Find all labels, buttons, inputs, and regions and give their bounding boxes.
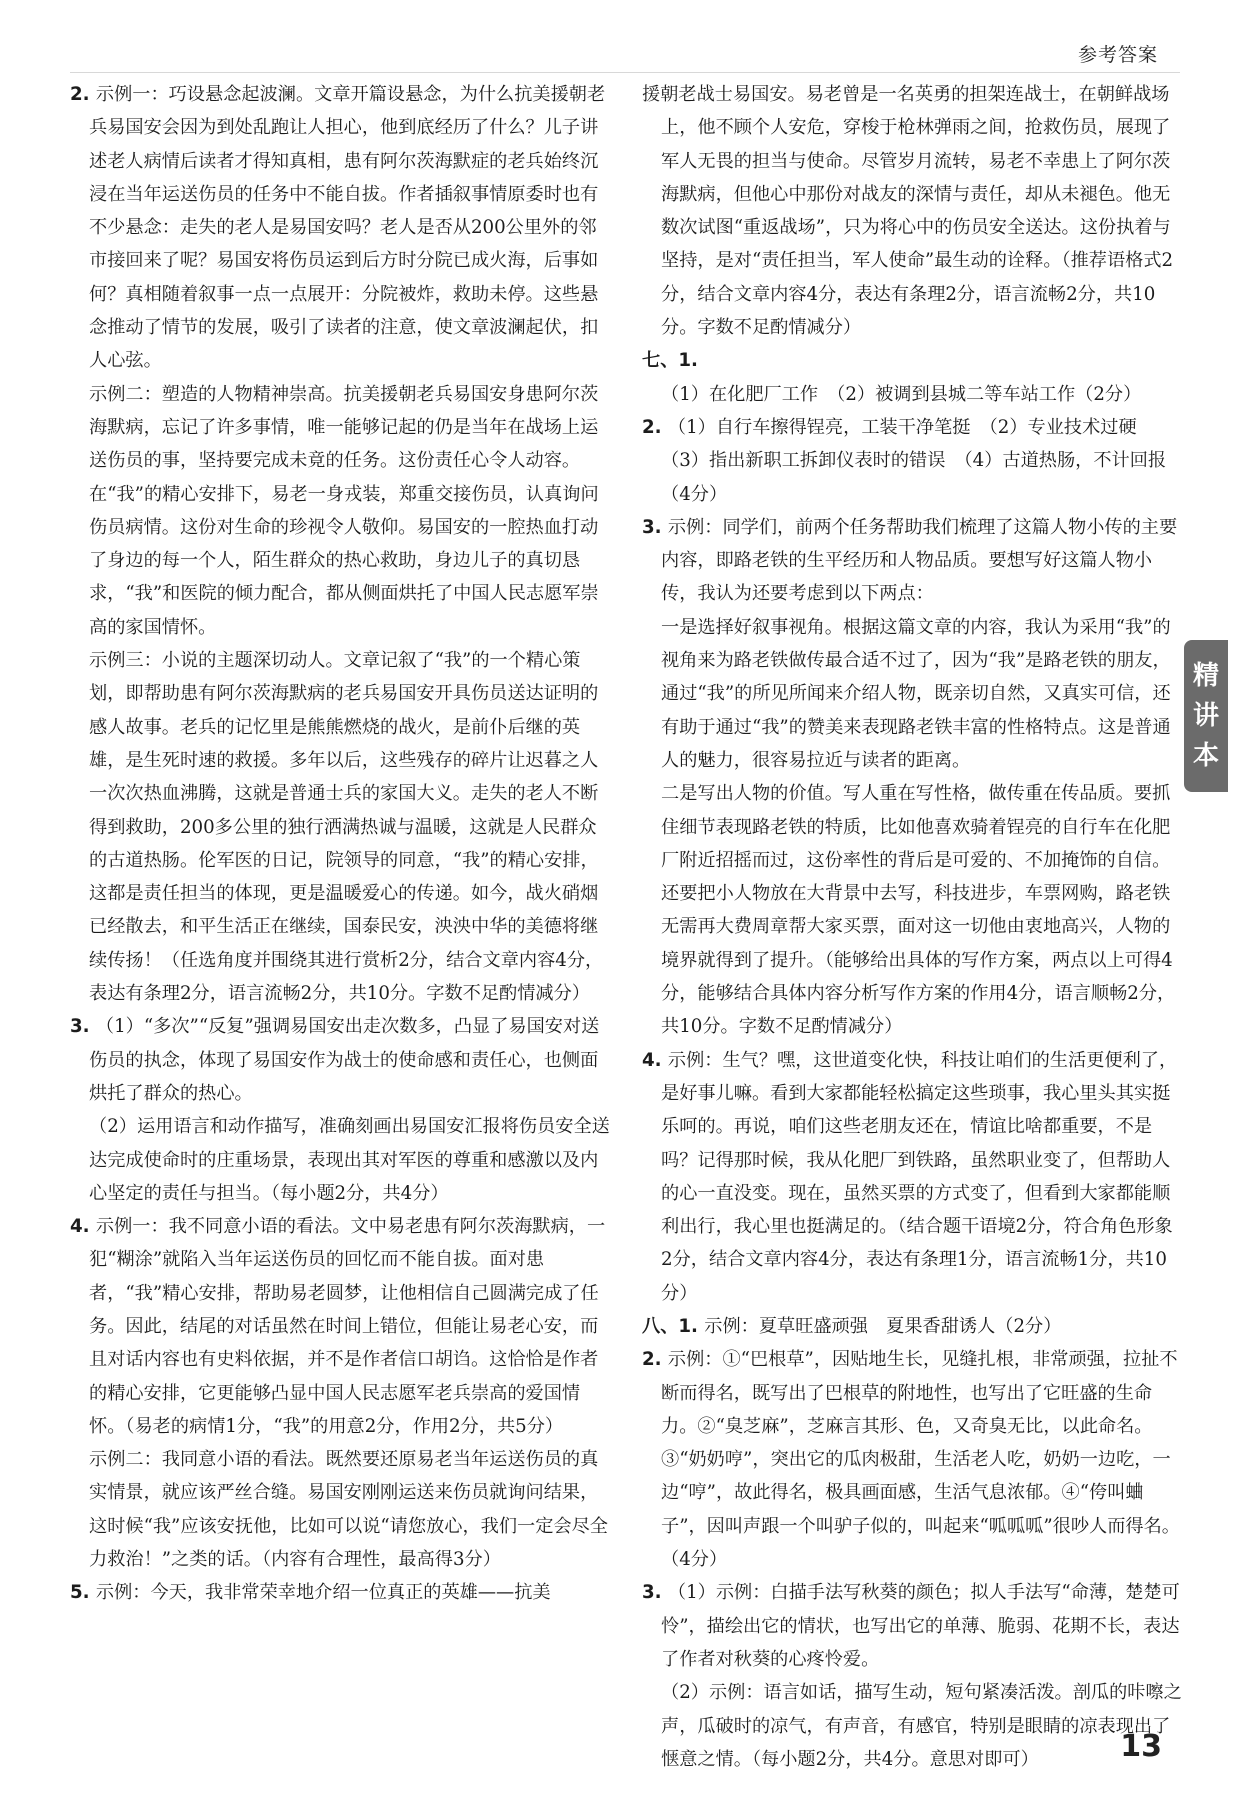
answer-text-content: （3）指出新职工拆卸仪表时的错误 （4）古道热肠，不计回报（4分） <box>661 450 1167 505</box>
answer-text-content: 一是选择好叙事视角。根据这篇文章的内容，我认为采用“我”的视角来为路老铁做传最合适不过了，因为“我”是路老铁的朋友，通过“我”的所见所闻来介绍人物，既亲切自然，又真实可信，还有助于通过“我”的赞美来表现路老铁丰富的性格特点。这是普通人的魅力，很容易拉近与读者的距离。 <box>661 616 1171 771</box>
answer-text-content: 示例：①“巴根草”，因贴地生长，见缝扎根，非常顽强，拉扯不断而得名，既写出了巴根草的附地性，也写出了它旺盛的生命力。②“臭芝麻”，芝麻言其形、色，又奇臭无比，以此命名。③“奶奶哼”，突出它的瓜肉极甜，生活老人吃，奶奶一边吃，一边“哼”，故此得名，极具画面感，生活气息浓郁。④“侉叫蛐子”，因叫声跟一个叫驴子似的，叫起来“呱呱呱”很吵人而得名。（4分） <box>661 1349 1180 1571</box>
answer-text <box>642 511 1182 611</box>
answer-text-content: （1）“多次”“反复”强调易国安出走次数多，凸显了易国安对送伤员的执念，体现了易国安作为战士的使命感和责任心，也侧面烘托了群众的热心。 <box>89 1016 600 1104</box>
question-number: 4. <box>642 1049 668 1071</box>
answer-text <box>70 1576 610 1609</box>
question-number: 七、1. <box>642 350 698 372</box>
page-header-title: 参考答案 <box>1077 44 1158 66</box>
answer-paragraph <box>642 777 1182 1043</box>
answer-text-content: 示例一：巧设悬念起波澜。文章开篇设悬念，为什么抗美援朝老兵易国安会因为到处乱跑让人担心，他到底经历了什么？儿子讲述老人病情后读者才得知真相，患有阿尔茨海默症的老兵始终沉浸在当年运送伤员的任务中不能自拔。作者插叙事情原委时也有不少悬念：走失的老人是易国安吗？老人是否从200公里外的邻市接回来了呢？易国安将伤员运到后方时分院已成火海，后事如何？真相随着叙事一点一点展开：分院被炸，救助未停。这些悬念推动了情节的发展，吸引了读者的注意，使文章波澜起伏，扣人心弦。 <box>89 84 606 372</box>
side-tab-char: 讲 <box>1192 701 1219 731</box>
section-side-tab <box>1184 640 1228 792</box>
question-number: 2. <box>642 416 668 438</box>
answer-text-content: 示例：夏草旺盛顽强 夏果香甜诱人（2分） <box>704 1315 1062 1337</box>
answer-item <box>70 1210 610 1576</box>
answer-item <box>642 511 1182 1044</box>
answer-item <box>70 1576 610 1609</box>
answer-text-content: （1）自行车擦得锃亮，工装干净笔挺 （2）专业技术过硬 <box>667 416 1137 438</box>
answer-item <box>70 1010 610 1210</box>
page-number: 13 <box>1120 1729 1162 1764</box>
side-tab-char: 本 <box>1192 741 1219 771</box>
answer-text-content: 二是写出人物的价值。写人重在写性格，做传重在传品质。要抓住细节表现路老铁的特质，比如他喜欢骑着锃亮的自行车在化肥厂附近招摇而过，这份率性的背后是可爱的、不加掩饰的自信。还要把小人物放在大背景中去写，科技进步，车票网购，路老铁无需再大费周章帮大家买票，面对这一切他由衷地高兴，人物的境界就得到了提升。（能够给出具体的写作方案，两点以上可得4分，能够结合具体内容分析写作方案的作用4分，语言顺畅2分，共10分。字数不足酌情减分） <box>661 783 1176 1038</box>
answer-text <box>642 344 1182 411</box>
answer-text <box>70 1010 610 1110</box>
answer-text-content: 示例：生气？嘿，这世道变化快，科技让咱们的生活更便利了，是好事儿嘛。看到大家都能轻松搞定这些琐事，我心里头其实挺乐呵的。再说，咱们这些老朋友还在，情谊比啥都重要，不是吗？记得那时候，我从化肥厂到铁路，虽然职业变了，但帮助人的心一直没变。现在，虽然买票的方式变了，但看到大家都能顺利出行，我心里也挺满足的。（结合题干语境2分，符合角色形象2分，结合文章内容4分，表达有条理1分，语言流畅1分，共10分） <box>661 1049 1178 1304</box>
right-column <box>642 78 1182 1776</box>
answer-paragraph <box>70 378 610 644</box>
question-number: 2. <box>642 1349 668 1371</box>
question-number: 4. <box>70 1216 96 1238</box>
answer-text <box>642 1576 1182 1676</box>
answer-item <box>70 78 610 1010</box>
answer-paragraph <box>642 611 1182 777</box>
answer-paragraph <box>642 1676 1182 1776</box>
answer-item <box>642 1343 1182 1576</box>
answer-item <box>642 78 1182 344</box>
answer-text-content: 援朝老战士易国安。易老曾是一名英勇的担架连战士，在朝鲜战场上，他不顾个人安危，穿梭于枪林弹雨之间，抢救伤员，展现了军人无畏的担当与使命。尽管岁月流转，易老不幸患上了阿尔茨海默病，但他心中那份对战友的深情与责任，却从未褪色。他无数次试图“重返战场”，只为将心中的伤员安全送达。这份执着与坚持，是对“责任担当，军人使命”最生动的诠释。（推荐语格式2分，结合文章内容4分，表达有条理2分，语言流畅2分，共10分。字数不足酌情减分） <box>642 84 1174 339</box>
header-rule <box>70 72 1180 73</box>
answer-text <box>642 78 1182 344</box>
answer-text-content: 示例一：我不同意小语的看法。文中易老患有阿尔茨海默病，一犯“糊涂”就陷入当年运送伤员的回忆而不能自拔。面对患者，“我”精心安排，帮助易老圆梦，让他相信自己圆满完成了任务。因此，结尾的对话虽然在时间上错位，但能让易老心安，而且对话内容也有史料依据，并不是作者信口胡诌。这恰恰是作者的精心安排，它更能够凸显中国人民志愿军老兵崇高的爱国情怀。（易老的病情1分，“我”的用意2分，作用2分，共5分） <box>89 1216 606 1437</box>
left-column <box>70 78 610 1610</box>
answer-text-content: （2）运用语言和动作描写，准确刻画出易国安汇报将伤员安全送达完成使命时的庄重场景，表现出其对军医的尊重和感激以及内心坚定的责任与担当。（每小题2分，共4分） <box>89 1116 610 1204</box>
answer-paragraph <box>642 444 1182 511</box>
question-number: 2. <box>70 84 96 105</box>
answer-text <box>70 1210 610 1443</box>
answer-text-content: 示例二：我同意小语的看法。既然要还原易老当年运送伤员的真实情景，就应该严丝合缝。易国安刚刚运送来伤员就询问结果，这时候“我”应该安抚他，比如可以说“请您放心，我们一定会尽全力救治！”之类的话。（内容有合理性，最高得3分） <box>89 1449 608 1571</box>
answer-text-content: （1）在化肥厂工作 （2）被调到县城二等车站工作（2分） <box>661 383 1142 405</box>
answer-paragraph <box>70 1110 610 1210</box>
answer-item <box>642 1044 1182 1310</box>
question-number: 3. <box>642 516 668 538</box>
answer-item <box>642 411 1182 511</box>
answer-text <box>642 1310 1182 1343</box>
answer-item <box>642 344 1182 411</box>
question-number: 3. <box>642 1582 668 1604</box>
side-tab-char: 精 <box>1192 661 1219 691</box>
answer-text-content: 示例：今天，我非常荣幸地介绍一位真正的英雄——抗美 <box>95 1582 551 1604</box>
answer-text-content: 示例二：塑造的人物精神崇高。抗美援朝老兵易国安身患阿尔茨海默病，忘记了许多事情，唯一能够记起的仍是当年在战场上运送伤员的事，坚持要完成未竟的任务。这份责任心令人动容。在“我”的精心安排下，易老一身戎装，郑重交接伤员，认真询问伤员病情。这份对生命的珍视令人敬仰。易国安的一腔热血打动了身边的每一个人，陌生群众的热心救助，身边儿子的真切恳求，“我”和医院的倾力配合，都从侧面烘托了中国人民志愿军崇高的家国情怀。 <box>89 383 599 638</box>
answer-text-content: （2）示例：语言如话，描写生动，短句紧凑活泼。剖瓜的咔嚓之声，瓜破时的凉气，有声音，有感官，特别是眼睛的凉表现出了惬意之情。（每小题2分，共4分。意思对即可） <box>661 1682 1182 1770</box>
answer-text <box>642 411 1182 444</box>
answer-text <box>642 1343 1182 1576</box>
answer-text <box>70 78 610 378</box>
answer-item <box>642 1576 1182 1776</box>
answer-item <box>642 1310 1182 1343</box>
answer-text-content: （1）示例：白描手法写秋葵的颜色；拟人手法写“命薄，楚楚可怜”，描绘出它的情状，也写出它的单薄、脆弱、花期不长，表达了作者对秋葵的心疼怜爱。 <box>661 1582 1180 1670</box>
question-number: 3. <box>70 1016 96 1038</box>
question-number: 5. <box>70 1582 96 1604</box>
answer-text <box>642 1044 1182 1310</box>
answer-paragraph <box>70 1443 610 1576</box>
question-number: 八、1. <box>642 1315 705 1337</box>
answer-paragraph <box>70 644 610 1010</box>
answer-text-content: 示例：同学们，前两个任务帮助我们梳理了这篇人物小传的主要内容，即路老铁的生平经历和人物品质。要想写好这篇人物小传，我认为还要考虑到以下两点： <box>661 516 1178 605</box>
answer-text-content: 示例三：小说的主题深切动人。文章记叙了“我”的一个精心策划，即帮助患有阿尔茨海默病的老兵易国安开具伤员送达证明的感人故事。老兵的记忆里是熊熊燃烧的战火，是前仆后继的英雄，是生死时速的救援。多年以后，这些残存的碎片让迟暮之人一次次热血沸腾，这就是普通士兵的家国大义。走失的老人不断得到救助，200多公里的独行洒满热诚与温暖，这就是人民群众的古道热肠。伦军医的日记，院领导的同意，“我”的精心安排，这都是责任担当的体现，更是温暖爱心的传递。如今，战火硝烟已经散去，和平生活正在继续，国泰民安，泱泱中华的美德将继续传扬！（任选角度并围绕其进行赏析2分，结合文章内容4分，表达有条理2分，语言流畅2分，共10分。字数不足酌情减分） <box>89 650 604 1005</box>
